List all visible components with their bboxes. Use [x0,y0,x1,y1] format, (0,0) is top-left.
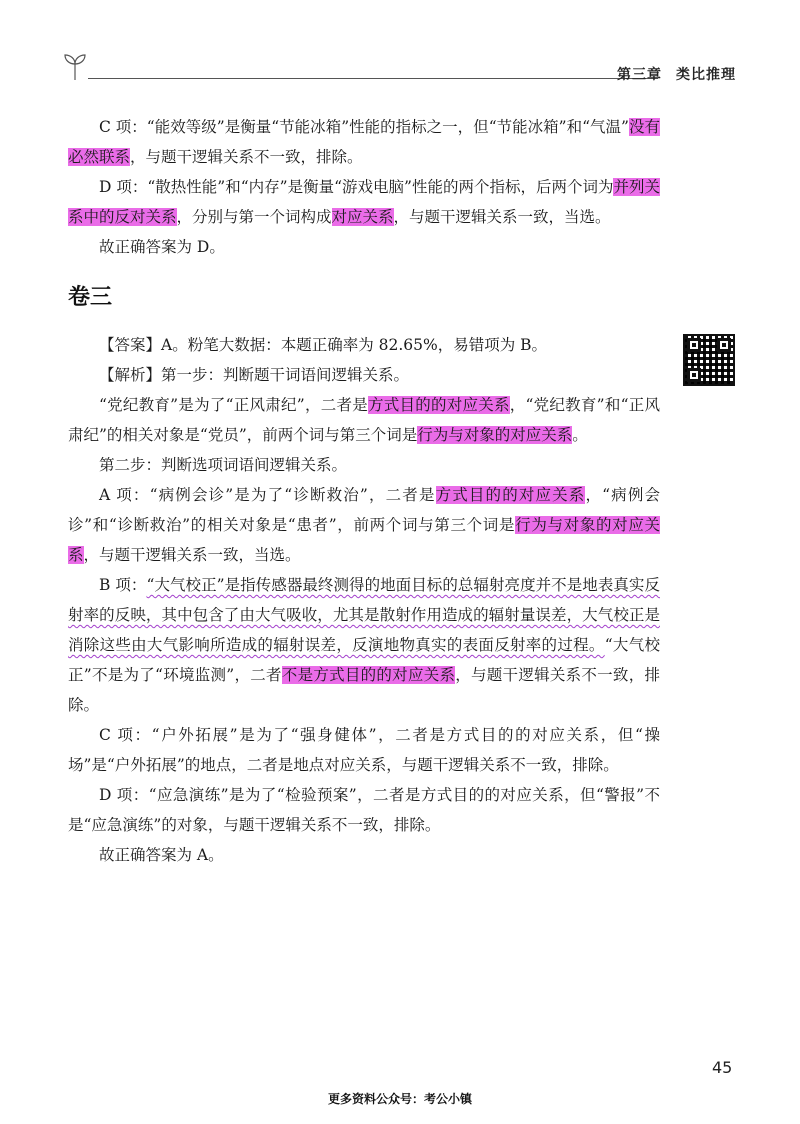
page-number: 45 [712,1058,733,1077]
highlight: 方式目的的对应关系 [435,486,586,504]
answer-line: 故正确答案为 A。 [99,846,224,864]
option-d-paragraph: D 项：“散热性能”和“内存”是衡量“游戏电脑”性能的两个指标，后两个词为并列关系中的反对关系，分别与第一个词构成对应关系，与题干逻辑关系一致，当选。 [68,178,660,226]
answer-paragraph: 【答案】A。粉笔大数据：本题正确率为 82.65%，易错项为 B。 [99,336,548,354]
highlight: 方式目的的对应关系 [367,396,510,414]
highlight: 对应关系 [331,208,394,226]
option-a-paragraph: A 项：“病例会诊”是为了“诊断救治”，二者是方式目的的对应关系，“病例会诊”和“诊断救治”的相关对象是“患者”，前两个词与第三个词是行为与对象的对应关系，与题干逻辑关系一致，当选。 [68,486,660,564]
highlight: 行为与对象的对应关系 [68,516,660,564]
analysis-paragraph: 【解析】第一步：判断题干词语间逻辑关系。 [99,366,410,384]
answer-line: 故正确答案为 D。 [99,238,225,256]
previous-answer-block [68,112,660,262]
chapter-title: 类比推理 [676,67,736,83]
stem-analysis-paragraph: “党纪教育”是为了“正风肃纪”，二者是方式目的的对应关系，“党纪教育”和“正风肃纪”的相关对象是“党员”，前两个词与第三个词是行为与对象的对应关系。 [68,396,660,444]
option-d-paragraph: D 项：“应急演练”是为了“检验预案”，二者是方式目的的对应关系，但“警报”不是“应急演练”的对象，与题干逻辑关系不一致，排除。 [68,786,660,834]
analysis-tag: 【解析】 [99,366,162,384]
option-b-paragraph: B 项：“大气校正”是指传感器最终测得的地面目标的总辐射亮度并不是地表真实反射率的反映，其中包含了由大气吸收，尤其是散射作用造成的辐射量误差，大气校正是消除这些由大气影响所造成的辐射误差，反演地物真实的表面反射率的过程。“大气校正”不是为了“环境监测”，二者不是方式目的的对应关系，与题干逻辑关系不一致，排除。 [68,576,660,714]
option-c-paragraph: C 项：“能效等级”是衡量“节能冰箱”性能的指标之一，但“节能冰箱”和“气温”没有必然联系，与题干逻辑关系不一致，排除。 [68,118,660,166]
sprout-icon [62,52,88,82]
chapter-number: 第三章 [617,67,662,83]
step-two-paragraph: 第二步：判断选项词语间逻辑关系。 [99,456,348,474]
option-c-paragraph: C 项：“户外拓展”是为了“强身健体”，二者是方式目的的对应关系，但“操场”是“户外拓展”的地点，二者是地点对应关系，与题干逻辑关系不一致，排除。 [68,726,660,774]
answer-tag: 【答案】 [99,336,162,354]
header-rule [88,78,658,79]
highlight: 并列关系中的反对关系 [68,178,660,226]
qr-code-icon [683,334,735,386]
chapter-label [617,64,736,84]
wavy-underline-text: “大气校正”是指传感器最终测得的地面目标的总辐射亮度并不是地表真实反射率的反映，其中包含了由大气吸收，尤其是散射作用造成的辐射量误差，大气校正是消除这些由大气影响所造成的辐射误差，反演地物真实的表面反射率的过程。 [68,576,660,654]
footer-text: 更多资料公众号：考公小镇 [327,1092,472,1106]
highlight: 没有必然联系 [68,118,660,166]
page-header [58,50,748,90]
answer-analysis-block [68,330,660,870]
highlight: 行为与对象的对应关系 [417,426,573,444]
section-title: 卷三 [68,285,113,310]
highlight: 不是方式目的的对应关系 [281,666,456,684]
